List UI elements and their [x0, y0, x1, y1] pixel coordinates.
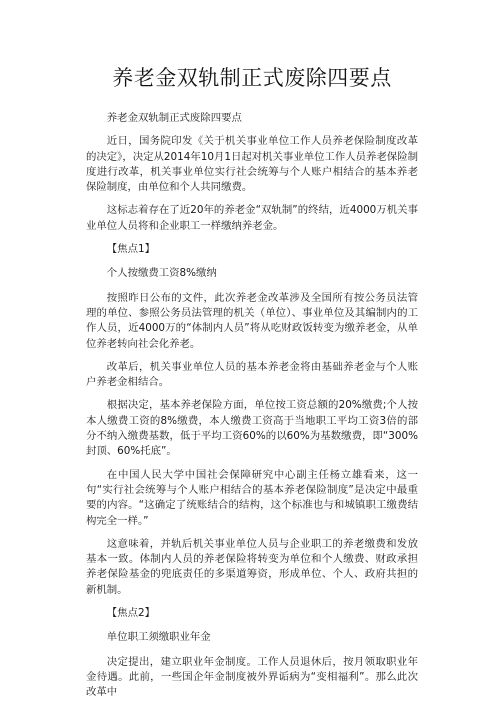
section-heading-1: 个人按缴费工资8%缴纳 [106, 267, 217, 280]
body-paragraph: 近日，国务院印发《关于机关事业单位工作人员养老保险制度改革的决定》，决定从2014年10月1日起对机关事业单位工作人员养老保险制度进行改革，机关事业单位实行社会统筹与个人账户相结合的基本养老保险制度，由单位和个人共同缴费。 [86, 135, 419, 194]
body-paragraph: 在中国人民大学中国社会保障研究中心副主任杨立雄看来，这一句“实行社会统筹与个人账户相结合的基本养老保险制度”是决定中最重要的内容。“这确定了统账结合的结构，这个标准也与和城镇职工缴费结构完全一样。” [86, 468, 418, 527]
body-paragraph: 改革后，机关事业单位人员的基本养老金将由基础养老金与个人账户养老金相结合。 [86, 360, 418, 389]
body-paragraph: 按照昨日公布的文件，此次养老金改革涉及全国所有按公务员法管理的单位、参照公务员法管理的机关（单位）、事业单位及其编制内的工作人员，近4000万的“体制内人员”将从吃财政饭转变为缴养老金，从单位养老转向社会化养老。 [86, 291, 418, 350]
body-paragraph: 根据决定，基本养老保险方面，单位按工资总额的20%缴费;个人按本人缴费工资的8%缴费，本人缴费工资高于当地职工平均工资3倍的部分不纳入缴费基数，低于平均工资60%的以60%为基数缴费，即“300%封顶、60%托底”。 [86, 399, 418, 458]
section-heading-2: 单位职工须缴职业年金 [106, 631, 211, 644]
document-title: 养老金双轨制正式废除四要点 [112, 66, 392, 90]
subtitle-paragraph: 养老金双轨制正式废除四要点 [106, 112, 242, 124]
focus-heading-1: 【焦点1】 [106, 243, 155, 256]
body-paragraph: 这标志着存在了近20年的养老金“双轨制”的终结，近4000万机关事业单位人员将和企业职工一样缴纳养老金。 [86, 204, 418, 232]
body-paragraph: 决定提出，建立职业年金制度。工作人员退休后，按月领取职业年金待遇。此前，一些国企年金制度被外界诟病为“变相福利”。那么此次改革中 [86, 655, 418, 699]
focus-heading-2: 【焦点2】 [106, 607, 155, 620]
body-paragraph: 这意味着，并轨后机关事业单位人员与企业职工的养老缴费和发放基本一致。体制内人员的养老保险将转变为单位和个人缴费、财政承担养老保险基金的兜底责任的多渠道筹资，形成单位、个人、政府共担的新机制。 [86, 537, 418, 596]
